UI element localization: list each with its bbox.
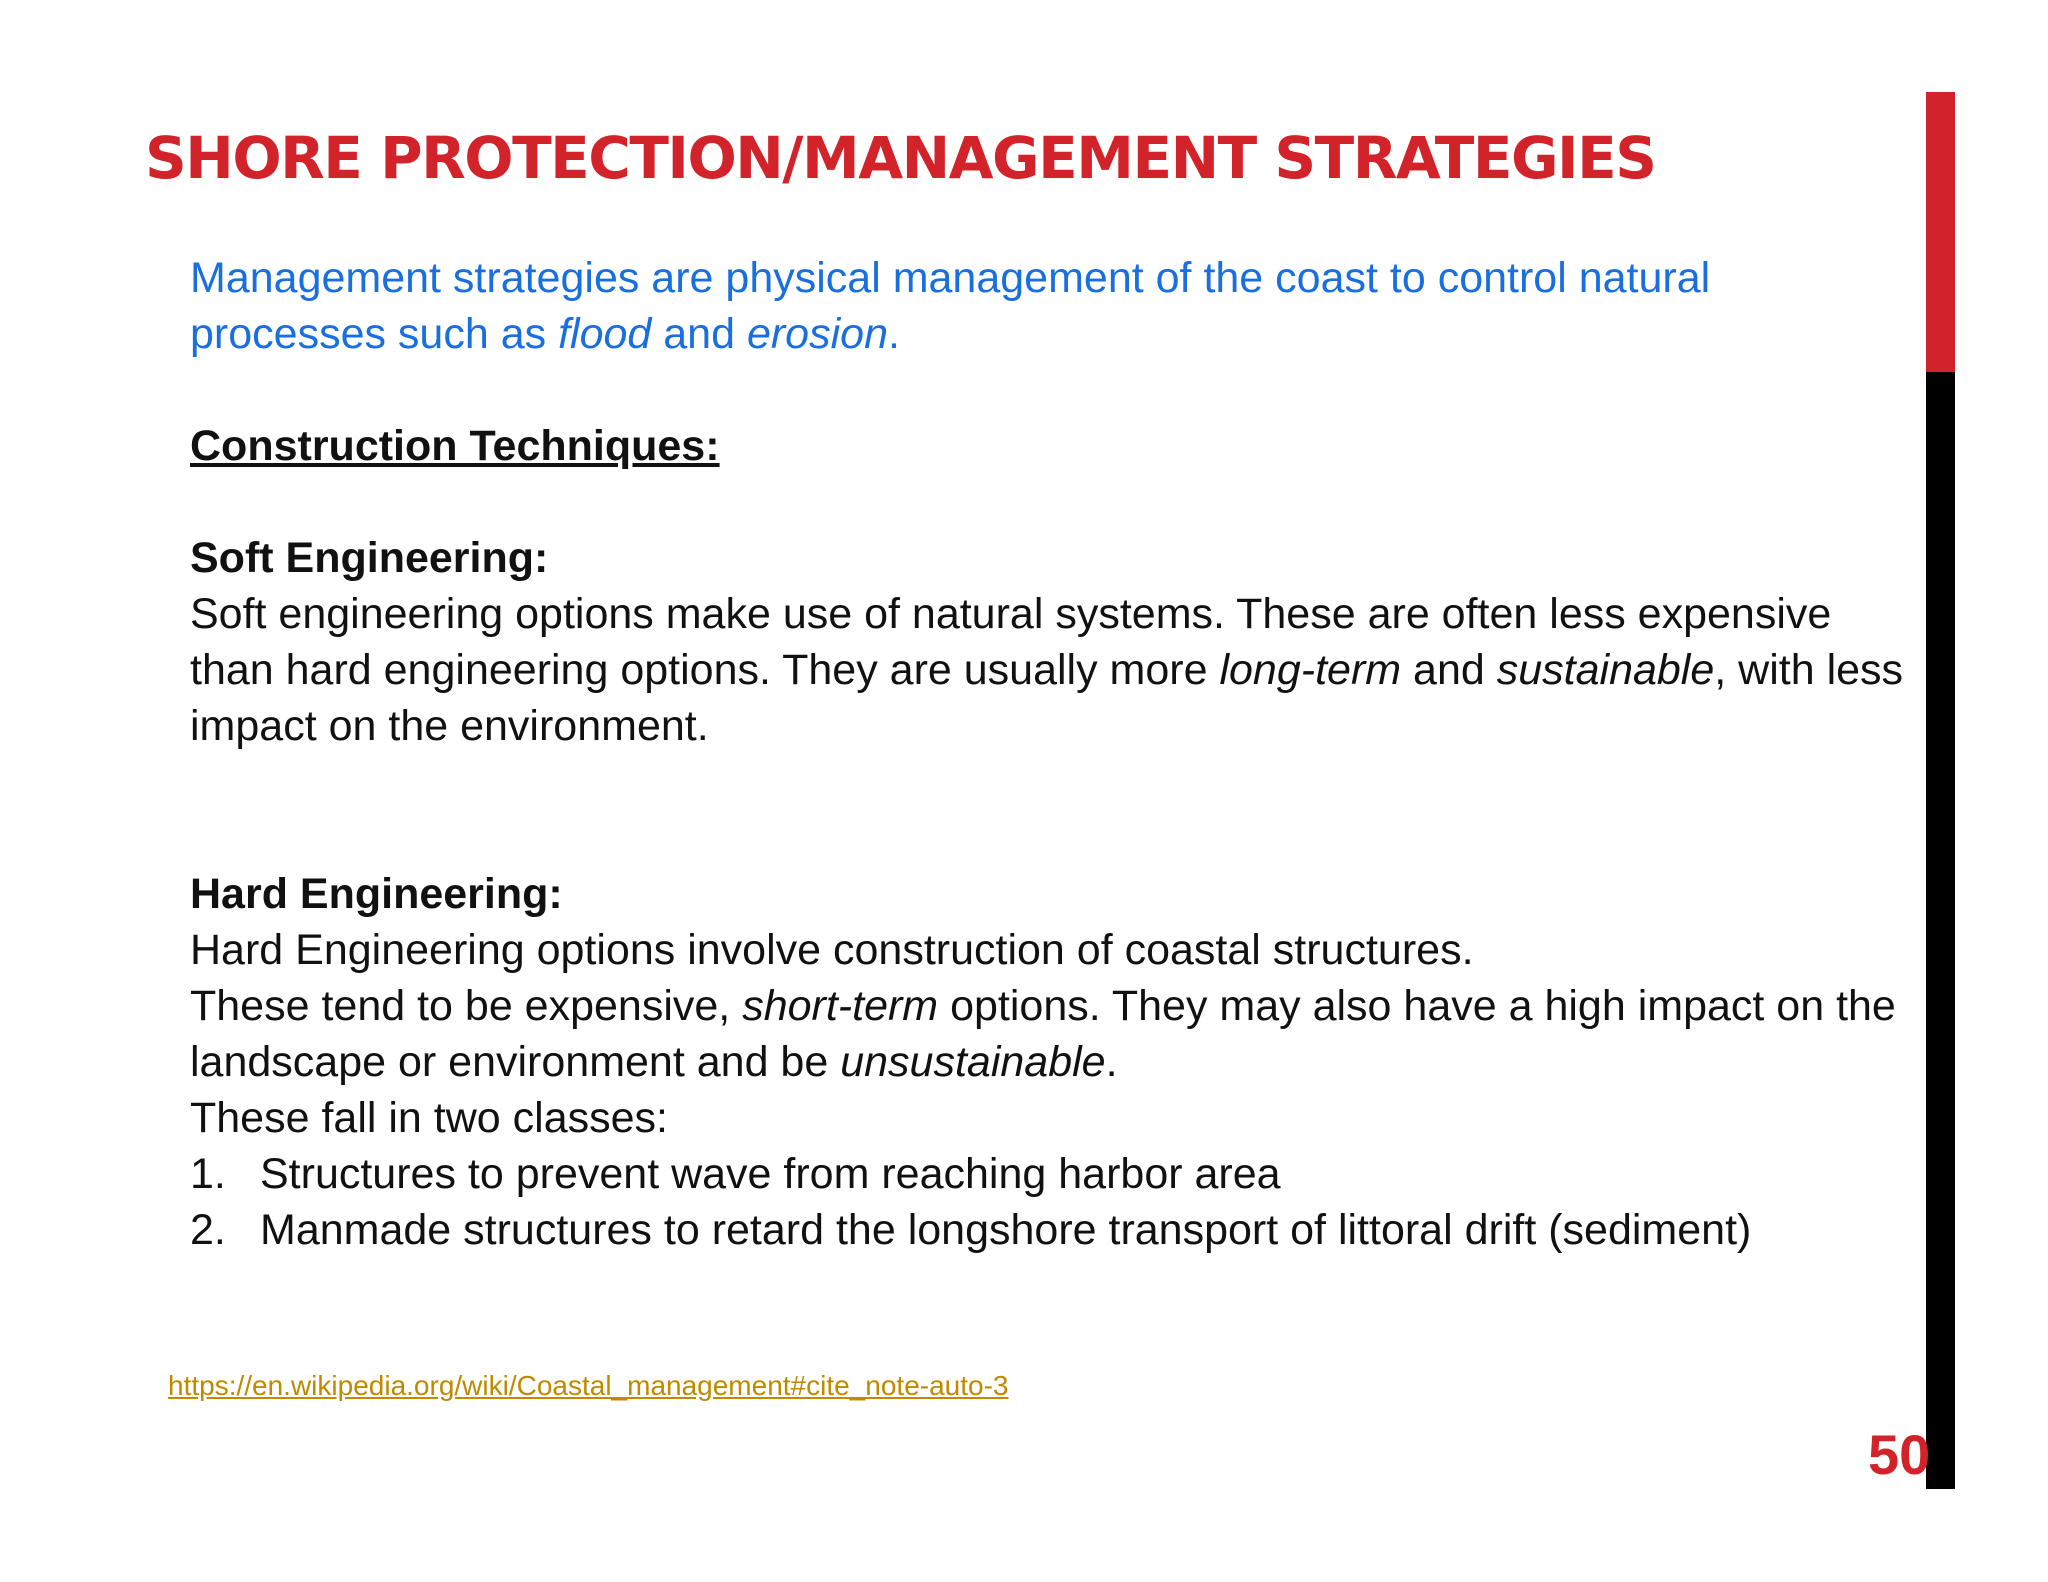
hard-engineering-heading: Hard Engineering: [190, 870, 563, 918]
spacer [190, 362, 1910, 418]
soft-engineering-paragraph [190, 586, 1910, 754]
hard-text: options. They may also have a high impact on the landscape or environment and be [190, 982, 1896, 1086]
list-item [190, 1202, 1910, 1258]
list-item-text: Structures to prevent wave from reaching harbor area [260, 1150, 1281, 1198]
intro-emphasis-flood: flood [558, 310, 652, 358]
intro-text: . [887, 310, 900, 358]
spacer [190, 474, 1910, 530]
list-item-number: 1. [190, 1150, 226, 1198]
hard-text: . [1105, 1038, 1118, 1086]
hard-emphasis-unsustainable: unsustainable [840, 1038, 1106, 1086]
hard-engineering-line1: Hard Engineering options involve construction of coastal structures. [190, 926, 1474, 974]
intro-paragraph [190, 250, 1910, 362]
soft-text: and [1401, 646, 1497, 694]
hard-engineering-line3: These fall in two classes: [190, 1094, 668, 1142]
hard-text: These tend to be expensive, [190, 982, 743, 1030]
classes-list [190, 1146, 1910, 1258]
spacer [190, 754, 1910, 866]
hard-emphasis-short-term: short-term [742, 982, 939, 1030]
intro-text: and [651, 310, 747, 358]
hard-engineering-paragraph [190, 978, 1910, 1090]
intro-text: Management strategies are physical management of the coast to control natural processes such as [190, 254, 1711, 358]
slide-body [190, 250, 1910, 1258]
construction-heading: Construction Techniques: [190, 422, 720, 470]
soft-text: , with less impact on the environment. [190, 646, 1904, 750]
soft-emphasis-sustainable: sustainable [1496, 646, 1715, 694]
slide-title: SHORE PROTECTION/MANAGEMENT STRATEGIES [145, 124, 1656, 192]
soft-text: Soft engineering options make use of natural systems. These are often less expensive than hard engineering options. They are usually more [190, 590, 1832, 694]
list-item-text: Manmade structures to retard the longshore transport of littoral drift (sediment) [260, 1206, 1752, 1254]
soft-engineering-heading: Soft Engineering: [190, 534, 549, 582]
accent-bar-red [1926, 92, 1955, 372]
list-item-number: 2. [190, 1206, 226, 1254]
source-link[interactable]: https://en.wikipedia.org/wiki/Coastal_management#cite_note-auto-3 [168, 1370, 1009, 1401]
list-item [190, 1146, 1910, 1202]
soft-emphasis-long-term: long-term [1219, 646, 1402, 694]
page-number: 50 [1868, 1423, 1931, 1486]
accent-bar-black [1926, 372, 1955, 1489]
intro-emphasis-erosion: erosion [746, 310, 888, 358]
